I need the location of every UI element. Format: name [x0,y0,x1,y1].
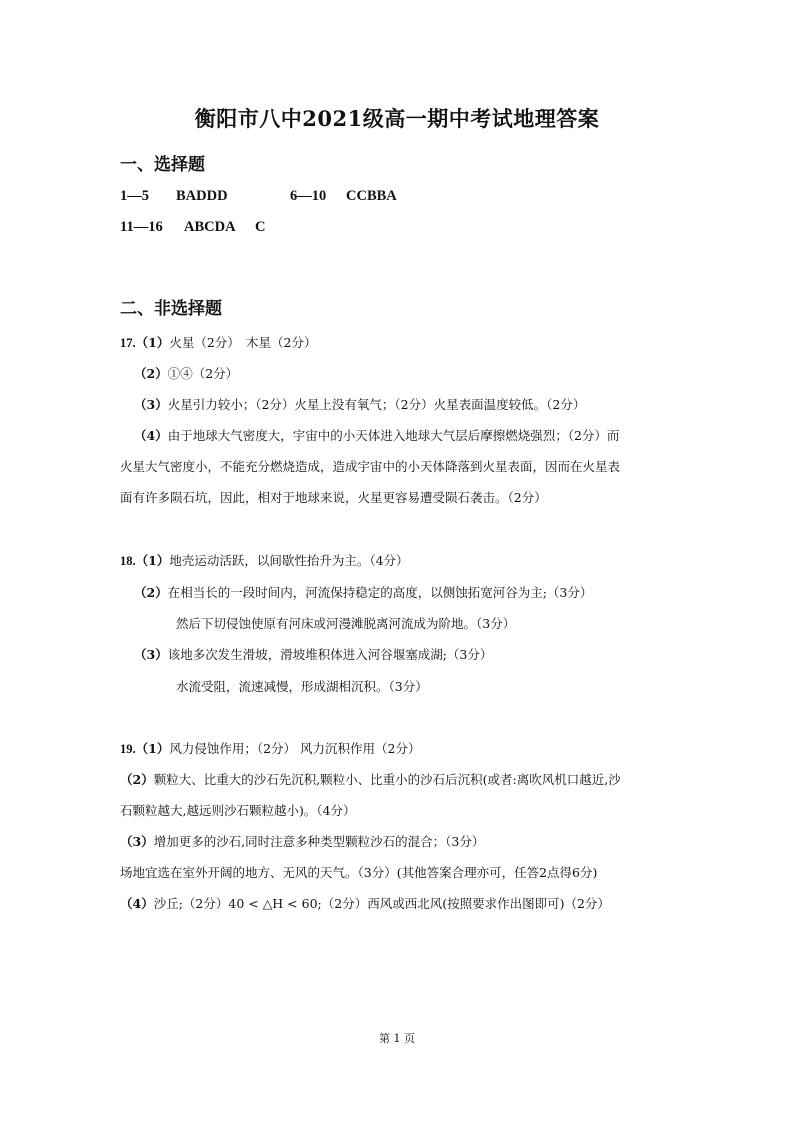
answer-text: 火星引力较小；（2分）火星上没有氧气；（2分）火星表面温度较低。（2分） [167,397,586,412]
q19-part-4 [120,894,610,912]
mc-answers: CCBBA [346,188,397,204]
answer-text: ①④（2分） [167,366,239,381]
q17-part-2 [134,364,238,382]
section-heading-multiple-choice: 一、选择题 [120,155,205,175]
question-number: 19. [120,742,136,756]
q18-part-2 [134,583,592,601]
mc-range: 6—10 [290,188,327,204]
part-label: （4） [134,428,168,443]
part-label: （2） [134,585,168,600]
q19-part-2 [120,770,621,788]
q18-part-3-continuation: 水流受阻，流速减慢，形成湖相沉积。（3分） [176,679,428,694]
q18-part-3 [134,645,492,663]
part-label: （2） [120,772,154,787]
answer-text: 增加更多的沙石,同时注意多种类型颗粒沙石的混合；（3分） [153,834,485,849]
q17-part-1 [120,333,317,351]
mc-range: 11—16 [120,219,163,235]
part-label: （1） [135,335,170,350]
mc-range: 1—5 [120,188,149,204]
answer-text: 风力侵蚀作用；（2分） 风力沉积作用（2分） [169,741,421,756]
part-label: （4） [120,896,154,911]
q19-part-2-line-2: 石颗粒越大,越远则沙石颗粒越小)。（4分） [120,803,356,818]
answer-text: 该地多次发生滑坡，滑坡堆积体进入河谷堰塞成湖;（3分） [167,647,493,662]
question-number: 18. [120,554,136,568]
q17-part-4 [134,426,619,444]
part-label: （2） [134,366,168,381]
part-label: （1） [135,553,170,568]
answer-text: 颗粒大、比重大的沙石先沉积,颗粒小、比重小的沙石后沉积(或者:离吹风机口越近,沙 [153,772,621,787]
q19-part-1 [120,739,420,757]
q18-part-1 [120,551,409,569]
part-label: （1） [135,741,170,756]
answer-text: 地壳运动活跃，以间歇性抬升为主。（4分） [169,553,409,568]
mc-answers: BADDD [176,188,228,204]
q17-part-3 [134,395,585,413]
answer-text: 在相当长的一段时间内，河流保持稳定的高度，以侧蚀拓宽河谷为主;（3分） [167,585,593,600]
section-heading-open-questions: 二、非选择题 [120,299,222,319]
q19-part-3-line-2: 场地宜选在室外开阔的地方、无风的天气。（3分）(其他答案合理亦可，任答2点得6分) [120,865,598,880]
part-label: （3） [120,834,154,849]
mc-answers: ABCDA [184,219,236,235]
page-number: 第 1 页 [379,1032,415,1045]
answer-text: 火星（2分） 木星（2分） [169,335,317,350]
page-title: 衡阳市八中2021级高一期中考试地理答案 [194,106,600,131]
q17-part-4-line-3: 面有许多陨石坑，因此，相对于地球来说，火星更容易遭受陨石袭击。（2分） [120,490,547,505]
answer-text: 沙丘;（2分）40 < △H < 60;（2分）西风或西北风(按照要求作出图即可)（2分） [153,896,610,911]
q17-part-4-line-2: 火星大气密度小，不能充分燃烧造成，造成宇宙中的小天体降落到火星表面，因而在火星表 [120,459,621,474]
answer-text: 由于地球大气密度大，宇宙中的小天体进入地球大气层后摩擦燃烧强烈；（2分）而 [167,428,620,443]
q18-part-2-continuation: 然后下切侵蚀使原有河床或河漫滩脱离河流成为阶地。（3分） [176,616,516,631]
mc-answers-extra: C [255,219,266,235]
q19-part-3 [120,832,484,850]
part-label: （3） [134,397,168,412]
question-number: 17. [120,336,136,350]
part-label: （3） [134,647,168,662]
